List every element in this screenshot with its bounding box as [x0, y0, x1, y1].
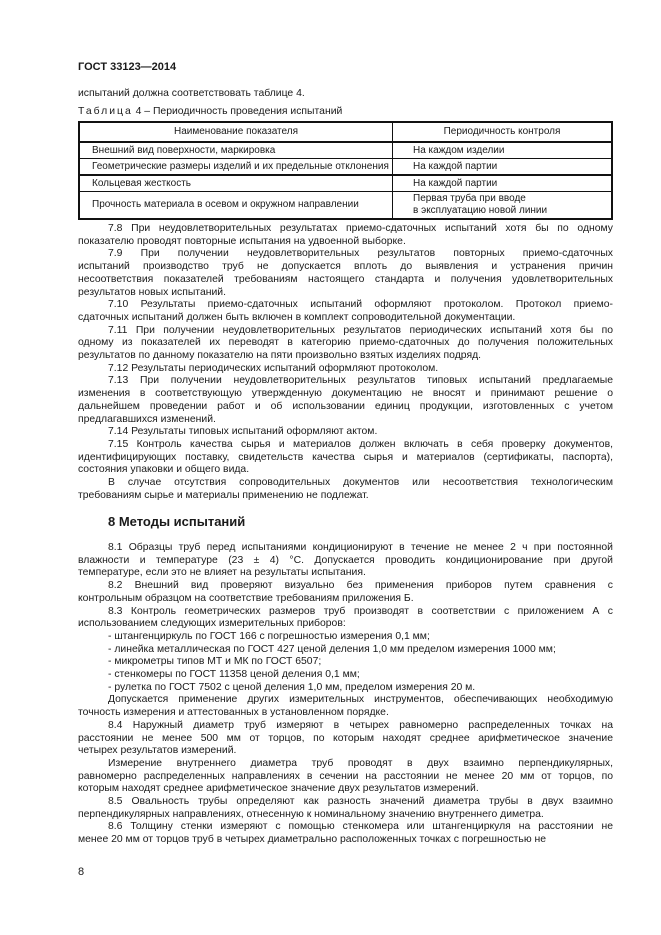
- paragraph: [78, 580, 613, 605]
- text-line: результатов новых испытаний.: [78, 286, 226, 298]
- section-7-text: [78, 223, 613, 502]
- table-cell: Геометрические размеры изделий и их предельные отклонения: [79, 159, 393, 176]
- paragraph: [78, 720, 613, 758]
- paragraph: [78, 796, 613, 821]
- paragraph: [78, 426, 613, 439]
- periodicity-table: [78, 121, 613, 220]
- text-line: точность измерения и аттестованных в установленном порядке.: [78, 707, 389, 719]
- text-line: 7.14 Результаты типовых испытаний оформляют актом.: [108, 426, 378, 438]
- text-line: одному из показателей их переводят в категорию приемо-сдаточных до получения положительных: [78, 337, 613, 349]
- text-line: изменения в соответствующую утвержденную документацию не вносят и принимают решение о: [78, 388, 613, 400]
- paragraph: [78, 631, 613, 644]
- text-line: расстоянии не менее 500 мм от торцов, по которым находят среднее арифметическое значение: [78, 732, 613, 744]
- paragraph: [78, 542, 613, 580]
- table-cell: Внешний вид поверхности, маркировка: [79, 142, 393, 159]
- text-line: - микрометры типов МТ и МК по ГОСТ 6507;: [108, 656, 322, 668]
- text-line: 8.1 Образцы труб перед испытаниями кондиционируют в течение не менее 2 ч при постоянной: [108, 542, 613, 553]
- text-line: - рулетка по ГОСТ 7502 с ценой деления 1,0 мм, пределом измерения 20 м.: [108, 681, 476, 693]
- text-line: идентифицирующих поставку, свидетельств качества сырья и материалов (сертификаты, паспорта),: [78, 451, 613, 463]
- text-line: 7.13 При получении неудовлетворительных результатов типовых испытаний предлагаемые: [108, 375, 613, 387]
- table-cell: [393, 192, 613, 220]
- section-8-heading: 8 Методы испытаний: [108, 514, 246, 529]
- table-row: [79, 175, 612, 192]
- paragraph: [78, 325, 613, 363]
- paragraph: [78, 821, 613, 846]
- paragraph: [78, 223, 613, 248]
- table-cell: На каждой партии: [393, 175, 613, 192]
- text-line: 7.12 Результаты периодических испытаний оформляют протоколом.: [108, 362, 439, 374]
- paragraph: [78, 682, 613, 695]
- table-cell-line: в эксплуатацию новой линии: [413, 205, 548, 216]
- text-line: требованиям сырье и материалы применению не подлежат.: [78, 489, 369, 501]
- text-line: влажности и температуре (23 ± 4) °С. Допускается проводить кондиционирование при другой: [78, 554, 613, 566]
- text-line: - линейка металлическая по ГОСТ 427 ценой деления 1,0 мм пределом измерения 1000 мм;: [108, 643, 556, 655]
- text-line: дальнейшем проведении работ и об использовании единиц продукции, изготовленных с учетом: [78, 400, 613, 412]
- text-line: 7.11 При получении неудовлетворительных результатов периодических испытаний хотя бы по: [108, 324, 613, 336]
- page-number: 8: [78, 866, 85, 878]
- paragraph: [78, 694, 613, 719]
- column-header: Наименование показателя: [79, 122, 393, 142]
- text-line: контрольным образцом на соответствие требованиям приложения Б.: [78, 592, 414, 604]
- text-line: температуре, если это не влияет на результаты испытания.: [78, 567, 366, 579]
- table-row: [79, 159, 612, 176]
- text-line: Допускается применение других измерительных инструментов, обеспечивающих необходимую: [108, 694, 613, 706]
- text-line: несоответствия показателей требованиям настоящего стандарта и получения удовлетворительных: [78, 273, 613, 285]
- paragraph: [78, 644, 613, 657]
- paragraph: [78, 606, 613, 631]
- text-line: Измерение внутреннего диаметра труб проводят в двух взаимно перпендикулярных,: [108, 757, 613, 769]
- text-line: использованием следующих измерительных приборов:: [78, 618, 346, 630]
- paragraph: [78, 299, 613, 324]
- paragraph: [78, 375, 613, 426]
- text-line: 8.2 Внешний вид проверяют визуально без применения приборов путем сравнения с: [108, 580, 613, 592]
- text-line: - штангенциркуль по ГОСТ 166 с погрешностью измерения 0,1 мм;: [108, 630, 430, 642]
- table-caption-text: 4 – Периодичность проведения испытаний: [132, 106, 343, 117]
- text-line: 8.5 Овальность трубы определяют как разность значений диаметра трубы в двух взаимно: [108, 796, 613, 808]
- intro-line: испытаний должна соответствовать таблице 4.: [78, 88, 305, 99]
- text-line: которым находят среднее арифметическое значение двух результатов измерений.: [78, 783, 479, 795]
- section-8-text: [78, 542, 613, 847]
- table-row: [79, 192, 612, 220]
- paragraph: [78, 669, 613, 682]
- text-line: сдаточных испытаний должен быть включен в комплект сопроводительной документации.: [78, 311, 516, 323]
- paragraph: [78, 758, 613, 796]
- text-line: четырех результатов измерений.: [78, 745, 237, 757]
- paragraph: [78, 477, 613, 502]
- text-line: равномерно распределенных направлениях в сечении на расстоянии не менее 20 мм от торцов, по: [78, 770, 613, 782]
- text-line: 8.6 Толщину стенки измеряют с помощью стенкомера или штангенциркуля на расстоянии не: [108, 821, 613, 833]
- text-line: 7.10 Результаты приемо-сдаточных испытаний оформляют протоколом. Протокол приемо-: [108, 299, 613, 311]
- table-cell: Прочность материала в осевом и окружном направлении: [79, 192, 393, 220]
- text-line: - стенкомеры по ГОСТ 11358 ценой деления 0,1 мм;: [108, 669, 360, 681]
- text-line: 7.15 Контроль качества сырья и материалов должен включать в себя проверку документов,: [108, 438, 613, 450]
- text-line: 8.4 Наружный диаметр труб измеряют в четырех равномерно распределенных точках на: [108, 719, 613, 731]
- text-line: результатов по данному показателю на пяти произвольно взятых изделиях подряд.: [78, 350, 482, 362]
- paragraph: [78, 439, 613, 477]
- table-cell-line: Первая труба при вводе: [413, 193, 526, 204]
- text-line: состояния упаковки и общего вида.: [78, 464, 250, 476]
- table-cell: Кольцевая жесткость: [79, 175, 393, 192]
- text-line: показателю проводят повторные испытания на удвоенной выборке.: [78, 235, 406, 247]
- paragraph: [78, 248, 613, 299]
- table-caption-label: Таблица: [78, 106, 133, 117]
- text-line: перпендикулярных направлениях, отнесенную к номинальному значению внутреннего диметра.: [78, 808, 544, 820]
- text-line: 8.3 Контроль геометрических размеров труб производят в соответствии с приложением А с: [108, 605, 613, 617]
- paragraph: [78, 363, 613, 376]
- text-line: 7.9 При получении неудовлетворительных результатов повторных приемо-сдаточных: [108, 248, 613, 260]
- table-header-row: [79, 122, 612, 142]
- text-line: В случае отсутствия сопроводительных документов или несоответствия технологическим: [108, 477, 613, 489]
- paragraph: [78, 656, 613, 669]
- text-line: предлагавшихся изменений.: [78, 413, 216, 425]
- table-row: [79, 142, 612, 159]
- table-cell: На каждой партии: [393, 159, 613, 176]
- column-header: Периодичность контроля: [393, 122, 613, 142]
- text-line: менее 20 мм от торцов труб в четырех диаметрально расположенных точках с погрешностью не: [78, 834, 547, 846]
- table-caption: [78, 106, 613, 119]
- document-code: ГОСТ 33123—2014: [78, 61, 177, 73]
- table-cell: На каждом изделии: [393, 142, 613, 159]
- text-line: испытаний производство труб не допускается вплоть до выявления и устранения причин: [78, 261, 613, 273]
- text-line: 7.8 При неудовлетворительных результатах приемо-сдаточных испытаний хотя бы по одному: [108, 223, 613, 234]
